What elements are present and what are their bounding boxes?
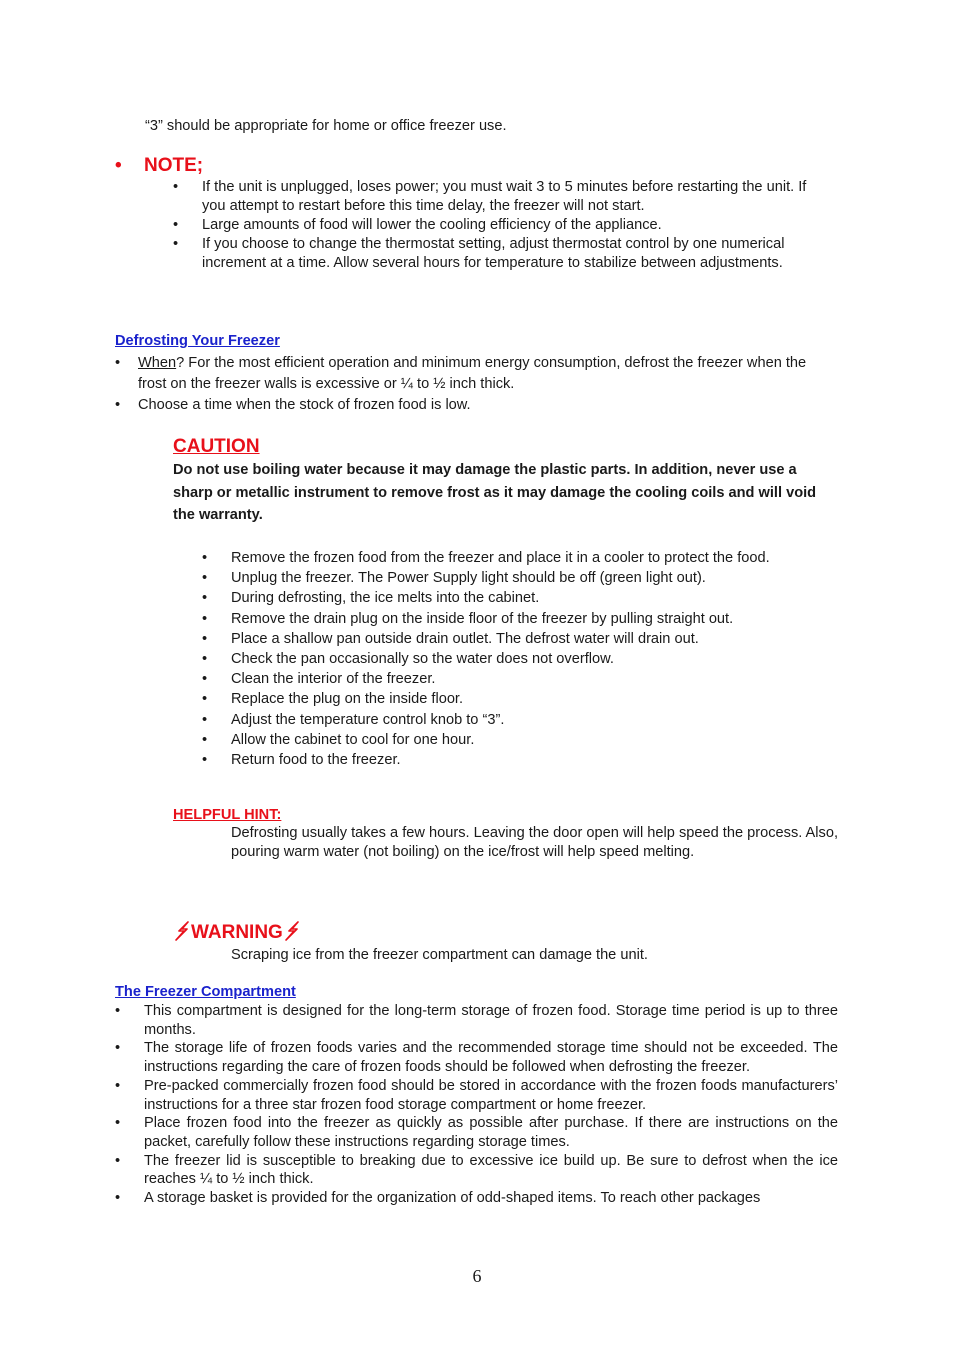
list-item: • Return food to the freezer.: [202, 752, 401, 769]
list-item: • The freezer lid is susceptible to breaking due to excessive ice build up. Be sure to defrost when the ice reaches ¼ to ½ inch thick.: [115, 1152, 838, 1188]
list-item: • Remove the drain plug on the inside floor of the freezer by pulling straight out.: [202, 610, 734, 627]
list-item: • Check the pan occasionally so the water does not overflow.: [202, 651, 614, 668]
note-heading-label: NOTE;: [144, 155, 204, 176]
intro-line: “3” should be appropriate for home or office freezer use.: [145, 118, 507, 134]
when-label: When: [138, 355, 177, 371]
hint-text: Defrosting usually takes a few hours. Leaving the door open will help speed the process. Also, pouring warm water (not boiling) on the ice/frost will help speed melting.: [231, 825, 838, 860]
hint-heading: HELPFUL HINT:: [173, 807, 282, 823]
list-item: • Place a shallow pan outside drain outlet. The defrost water will drain out.: [202, 630, 699, 647]
lightning-icon: [173, 921, 191, 941]
list-item: • Replace the plug on the inside floor.: [202, 691, 464, 708]
caution-heading: CAUTION: [173, 436, 260, 457]
list-item: • Pre-packed commercially frozen food should be stored in accordance with the frozen foods manufacturers’ instructions for a three star frozen food storage compartment or home freezer.: [115, 1077, 838, 1113]
note-heading: [115, 154, 203, 178]
list-item: • Choose a time when the stock of frozen food is low.: [115, 397, 471, 413]
defrosting-heading: Defrosting Your Freezer: [115, 333, 280, 349]
list-item: • Large amounts of food will lower the cooling efficiency of the appliance.: [173, 217, 662, 233]
list-item: • When? For the most efficient operation and minimum energy consumption, defrost the freezer when the frost on the freezer walls is excessive or ¼ to ½ inch thick.: [115, 355, 807, 392]
compartment-list: [115, 1002, 838, 1208]
list-item: • If you choose to change the thermostat setting, adjust thermostat control by one numerical increment at a time. Allow several hours for temperature to stabilize between adjustments.: [173, 236, 785, 271]
page-number: 6: [472, 1266, 482, 1286]
note-heading-bullet: •: [115, 155, 122, 176]
warning-heading: [173, 921, 301, 945]
note-list: [173, 178, 833, 273]
list-item: • Allow the cabinet to cool for one hour.: [202, 731, 475, 748]
list-item: • This compartment is designed for the long-term storage of frozen food. Storage time period is up to three months.: [115, 1003, 838, 1038]
list-item: • Adjust the temperature control knob to “3”.: [202, 711, 505, 728]
warning-label: WARNING: [191, 922, 283, 943]
defrosting-list: [115, 353, 815, 416]
defrost-steps: [202, 548, 842, 770]
list-item: • Place frozen food into the freezer as quickly as possible after purchase. If there are instructions on the packet, carefully follow these instructions regarding storage times.: [115, 1115, 838, 1150]
compartment-heading: The Freezer Compartment: [115, 984, 296, 1000]
warning-text: Scraping ice from the freezer compartment can damage the unit.: [231, 947, 648, 963]
list-item: • A storage basket is provided for the organization of odd-shaped items. To reach other packages: [115, 1190, 761, 1207]
list-item: • Unplug the freezer. The Power Supply light should be off (green light out).: [202, 570, 706, 587]
lightning-icon: [283, 921, 301, 941]
list-item: • If the unit is unplugged, loses power; you must wait 3 to 5 minutes before restarting the unit. If you attempt to restart before this time delay, the freezer will not start.: [173, 179, 807, 214]
list-item: • Clean the interior of the freezer.: [202, 671, 436, 688]
caution-text: Do not use boiling water because it may damage the plastic parts. In addition, never use a sharp or metallic instrument to remove frost as it may damage the cooling coils and will void the warranty.: [173, 462, 817, 523]
list-item: • Remove the frozen food from the freezer and place it in a cooler to protect the food.: [202, 550, 770, 566]
list-item: • The storage life of frozen foods varies and the recommended storage time should not be exceeded. The instructions regarding the care of frozen foods should be followed when defrosting the freezer.: [115, 1040, 838, 1076]
list-item: • During defrosting, the ice melts into the cabinet.: [202, 590, 540, 607]
when-text: ? For the most efficient operation and minimum energy consumption, defrost the freezer when the frost on the freezer walls is excessive or ¼ to ½ inch thick.: [138, 355, 807, 392]
